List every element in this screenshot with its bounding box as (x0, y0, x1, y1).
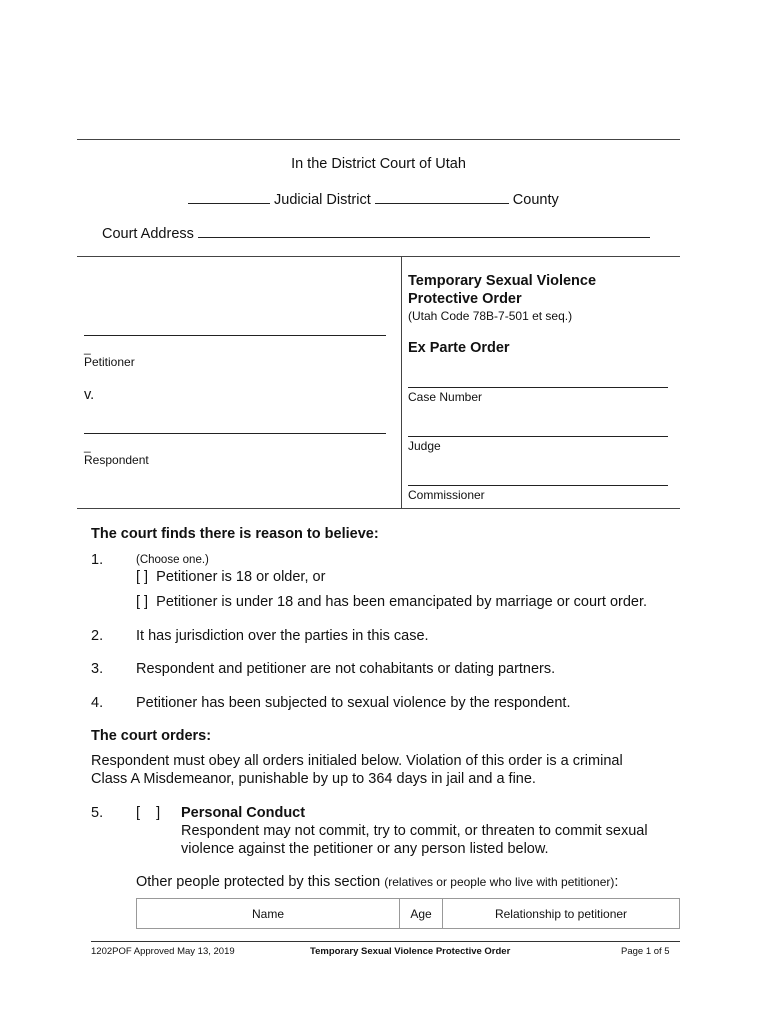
finding-2-text: It has jurisdiction over the parties in this case. (136, 628, 429, 644)
order-5-number: 5. (91, 805, 104, 821)
district-label: Judicial District (274, 192, 371, 208)
case-number-label: Case Number (408, 390, 483, 404)
district-blank[interactable] (188, 190, 270, 204)
order-5-title: Personal Conduct (181, 805, 306, 821)
others-protected-note: (relatives or people who live with petitioner) (384, 875, 615, 889)
form-title-line1: Temporary Sexual Violence (408, 273, 597, 289)
caption-divider (401, 256, 402, 508)
county-label: County (512, 192, 559, 208)
order-5-line2: violence against the petitioner or any person listed below. (181, 841, 549, 857)
county-blank[interactable] (375, 190, 509, 204)
court-address-label: Court Address (102, 226, 194, 242)
finding-4-text: Petitioner has been subjected to sexual violence by the respondent. (136, 695, 571, 711)
respondent-underscore: _ (84, 439, 91, 453)
table-header-row (137, 899, 680, 929)
protected-persons-table (136, 898, 680, 929)
others-protected-line (136, 874, 618, 890)
orders-heading: The court orders: (91, 728, 212, 744)
findings-heading: The court finds there is reason to believe: (91, 526, 379, 542)
finding-1-option-b[interactable]: [ ] Petitioner is under 18 and has been emancipated by marriage or court order. (136, 594, 648, 610)
finding-1-number: 1. (91, 552, 104, 568)
table-header-age: Age (400, 899, 443, 929)
footer-page: Page 1 of 5 (621, 946, 670, 957)
commissioner-label: Commissioner (408, 488, 485, 502)
respondent-line[interactable] (84, 433, 386, 434)
commissioner-line[interactable] (408, 485, 668, 486)
form-title-line2: Protective Order (408, 291, 522, 307)
petitioner-label: Petitioner (84, 355, 135, 369)
judge-line[interactable] (408, 436, 668, 437)
petitioner-line[interactable] (84, 335, 386, 336)
respondent-label: Respondent (84, 453, 149, 467)
others-protected-label: Other people protected by this section (136, 874, 381, 890)
finding-1-note: (Choose one.) (136, 554, 209, 566)
order-type: Ex Parte Order (408, 340, 510, 356)
finding-4-number: 4. (91, 695, 104, 711)
footer-title: Temporary Sexual Violence Protective Order (310, 946, 511, 957)
caption-top-rule (77, 256, 680, 257)
orders-intro-line2: Class A Misdemeanor, punishable by up to 364 days in jail and a fine. (91, 771, 536, 787)
order-5-checkbox[interactable]: [ ] (136, 805, 161, 821)
court-address-blank[interactable] (198, 224, 650, 238)
finding-3-number: 3. (91, 661, 104, 677)
table-header-relationship: Relationship to petitioner (443, 899, 680, 929)
versus: v. (84, 387, 95, 403)
caption-bottom-rule (77, 508, 680, 509)
footer-rule (91, 941, 680, 942)
finding-2-number: 2. (91, 628, 104, 644)
finding-3-text: Respondent and petitioner are not cohabitants or dating partners. (136, 661, 556, 677)
petitioner-underscore: _ (84, 341, 91, 355)
district-county-line (188, 190, 559, 208)
case-number-line[interactable] (408, 387, 668, 388)
court-heading: In the District Court of Utah (291, 156, 466, 172)
top-rule (77, 139, 680, 140)
orders-intro-line1: Respondent must obey all orders initialed below. Violation of this order is a criminal (91, 753, 623, 769)
court-address-line (102, 224, 650, 242)
finding-1-option-a[interactable]: [ ] Petitioner is 18 or older, or (136, 569, 326, 585)
judge-label: Judge (408, 439, 441, 453)
code-reference: (Utah Code 78B-7-501 et seq.) (408, 309, 573, 323)
order-5-line1: Respondent may not commit, try to commit, or threaten to commit sexual (181, 823, 648, 839)
footer-form-id: 1202POF Approved May 13, 2019 (91, 946, 235, 957)
others-protected-colon: : (614, 874, 619, 890)
table-header-name: Name (137, 899, 400, 929)
